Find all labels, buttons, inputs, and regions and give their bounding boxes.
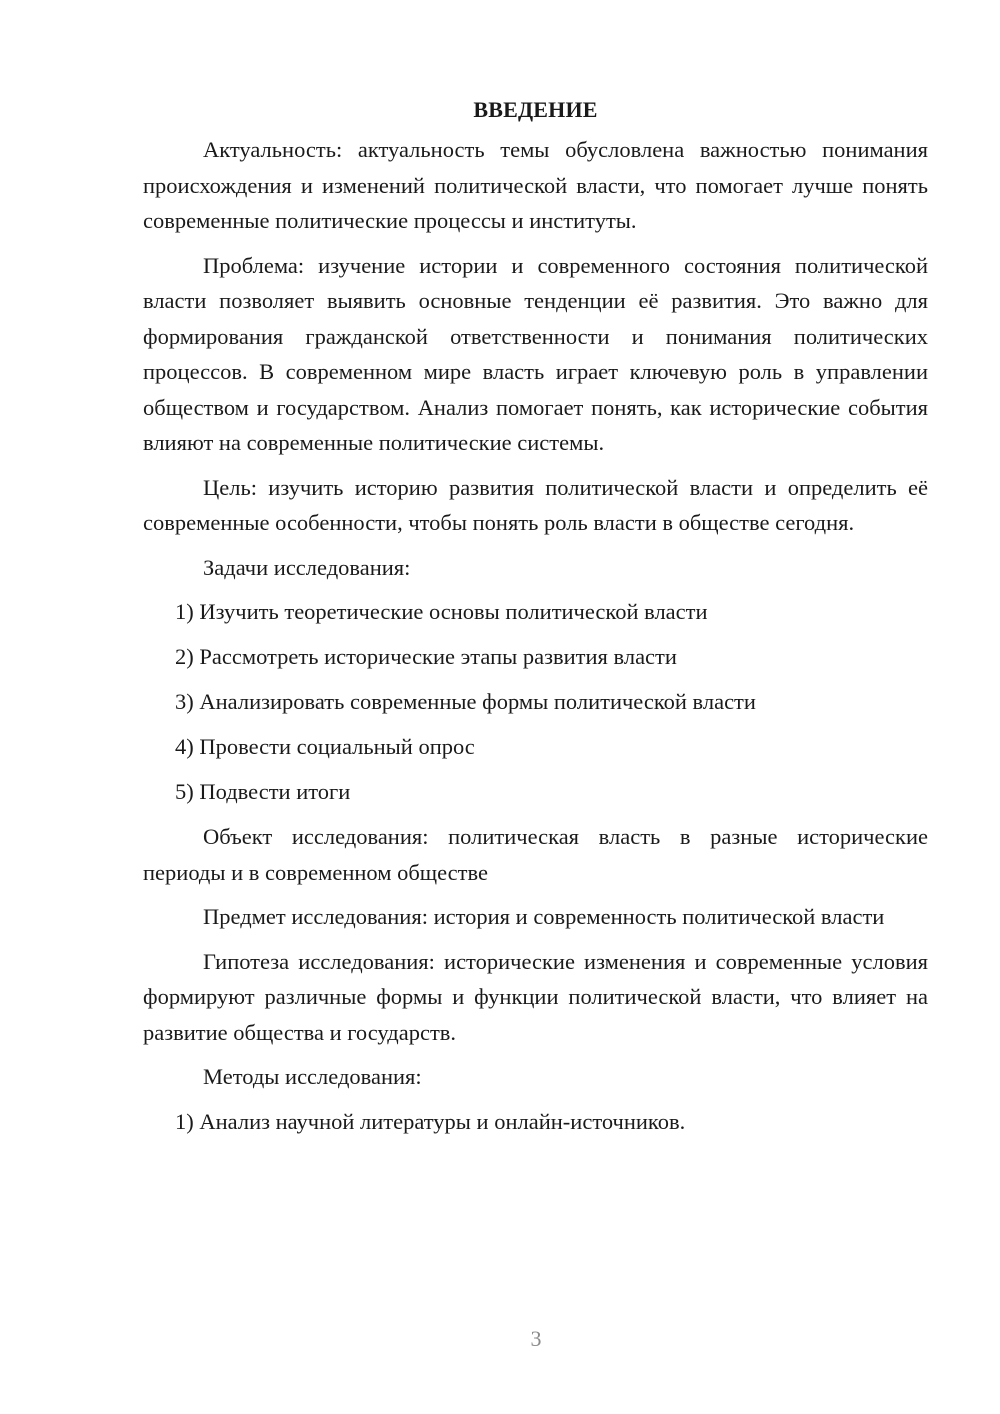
- problem-paragraph: Проблема: изучение истории и современного состояния политической власти позволяет выявить основные тенденции её развития. Это важно для формирования гражданской ответственности и понимания политических процессов. В современном мире власть играет ключевую роль в управлении обществом и государством. Анализ помогает понять, как исторические события влияют на современные политические системы.: [143, 252, 928, 455]
- tasks-list: [143, 594, 928, 810]
- relevance-paragraph: Актуальность: актуальность темы обусловлена важностью понимания происхождения и изменений политической власти, что помогает лучше понять современные политические процессы и институты.: [143, 137, 928, 233]
- page-number: 3: [530, 1326, 542, 1351]
- goal-paragraph: Цель: изучить историю развития политической власти и определить её современные особенности, чтобы понять роль власти в обществе сегодня.: [143, 474, 928, 535]
- page-title: ВВЕДЕНИЕ: [473, 97, 598, 122]
- tasks-heading: Задачи исследования:: [203, 554, 411, 580]
- methods-heading: Методы исследования:: [203, 1064, 422, 1090]
- list-item: 4) Провести социальный опрос: [175, 734, 475, 760]
- list-item: 1) Изучить теоретические основы политической власти: [175, 599, 708, 624]
- methods-list: [143, 1104, 928, 1140]
- list-item: 5) Подвести итоги: [175, 779, 351, 805]
- list-item: 2) Рассмотреть исторические этапы развития власти: [175, 644, 677, 670]
- subject-paragraph: Предмет исследования: история и современность политической власти: [203, 904, 885, 930]
- document-page: [143, 90, 928, 1149]
- list-item: 1) Анализ научной литературы и онлайн-источников.: [175, 1108, 686, 1134]
- hypothesis-paragraph: Гипотеза исследования: исторические изменения и современные условия формируют различные формы и функции политической власти, что влияет на развитие общества и государств.: [143, 948, 928, 1045]
- list-item: 3) Анализировать современные формы политической власти: [175, 689, 756, 715]
- object-paragraph: Объект исследования: политическая власть в разные исторические периоды и в современном обществе: [143, 824, 928, 885]
